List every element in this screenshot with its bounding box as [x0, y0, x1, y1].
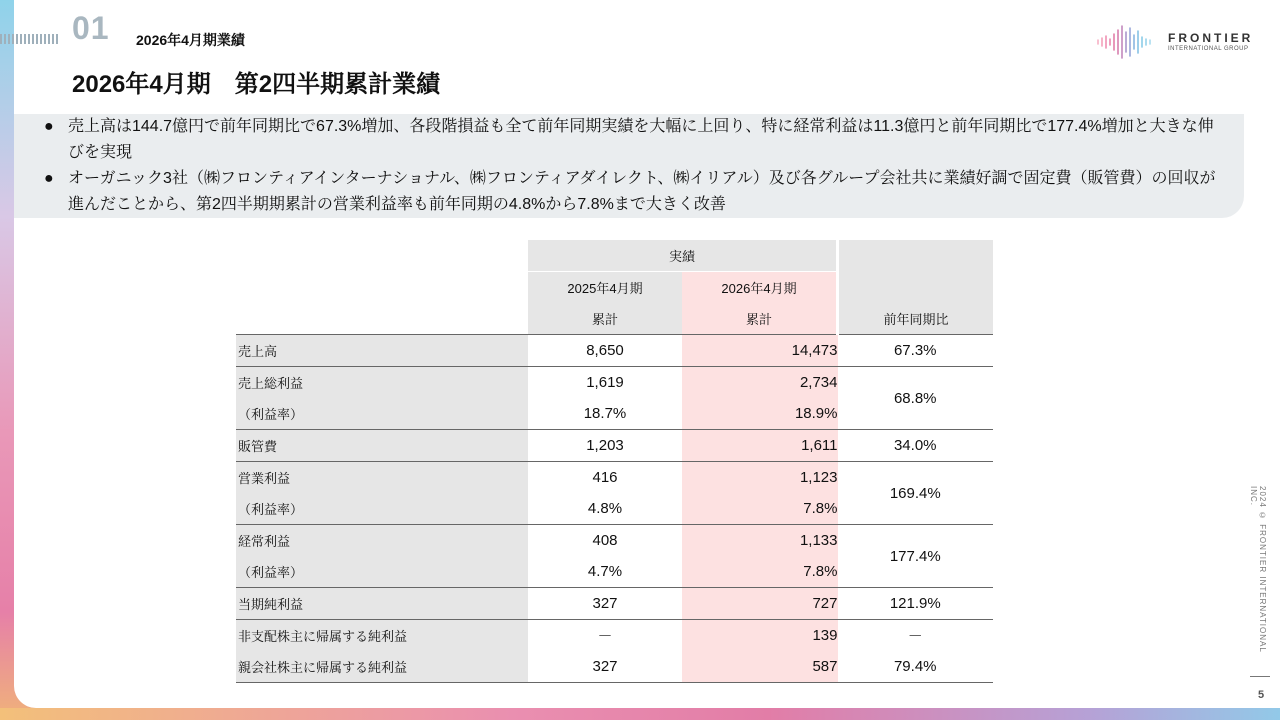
row-label: （利益率）	[236, 556, 528, 588]
table-row	[236, 430, 993, 462]
row-label: 売上総利益	[236, 367, 528, 399]
cell-prev: 1,619	[528, 367, 682, 399]
section-label: 2026年4月期業績	[136, 32, 245, 48]
row-label: 親会社株主に帰属する純利益	[236, 651, 528, 683]
table-row	[236, 651, 993, 683]
table-row	[236, 588, 993, 620]
cell-curr: 139	[682, 620, 838, 652]
bullet-text: 売上高は144.7億円で前年同期比で67.3%増加、各段階損益も全て前年同期実績を大幅に上回り、特に経常利益は11.3億円と前年同期比で177.4%増加と大きな伸びを実現	[68, 118, 1214, 161]
cell-yoy: 34.0%	[838, 430, 994, 462]
cell-curr: 1,611	[682, 430, 838, 462]
cell-curr: 18.9%	[682, 398, 838, 430]
row-label: 当期純利益	[236, 588, 528, 620]
header-yoy: 前年同期比	[838, 240, 994, 335]
copyright: 2024 © FRONTIER INTERNATIONAL INC.	[1249, 486, 1267, 653]
header-empty	[236, 240, 528, 272]
cell-curr: 7.8%	[682, 556, 838, 588]
cell-prev: 1,203	[528, 430, 682, 462]
row-label: （利益率）	[236, 493, 528, 525]
row-label: 営業利益	[236, 462, 528, 494]
header-prev-year: 2025年4月期	[528, 272, 682, 304]
bullet-text: オーガニック3社（㈱フロンティアインターナショナル、㈱フロンティアダイレクト、㈱イリアル）及び各グループ会社共に業績好調で固定費（販管費）の回収が進んだことから、第2四半期期累計の営業利益率も前年同期の4.8%から7.8%まで大きく改善	[68, 170, 1216, 213]
table-row	[236, 335, 993, 367]
page-number: 5	[1258, 689, 1265, 701]
bullet-dot-icon: ●	[44, 170, 54, 187]
table-row	[236, 620, 993, 652]
cell-prev: 327	[592, 658, 618, 675]
header-group-actual: 実績	[528, 240, 838, 272]
page-number-divider	[1250, 676, 1270, 677]
bullet-dot-icon: ●	[44, 118, 54, 135]
table-row	[236, 525, 993, 557]
header-curr-year: 2026年4月期	[682, 272, 838, 304]
cell-yoy: 169.4%	[838, 462, 994, 525]
cell-prev: －	[528, 620, 682, 652]
cell-curr: 1,133	[682, 525, 838, 557]
cell-yoy: 68.8%	[838, 367, 994, 430]
decorative-dashes	[0, 34, 60, 44]
row-label: 非支配株主に帰属する純利益	[236, 620, 528, 652]
row-label: 売上高	[236, 335, 528, 367]
cell-yoy: 67.3%	[838, 335, 994, 367]
header-prev-cumulative: 累計	[528, 303, 682, 335]
cell-curr: 1,123	[682, 462, 838, 494]
cell-prev: 408	[528, 525, 682, 557]
cell-prev: 8,650	[528, 335, 682, 367]
cell-curr: 14,473	[682, 335, 838, 367]
cell-prev: 327	[528, 588, 682, 620]
cell-curr: 7.8%	[682, 493, 838, 525]
cell-prev: 4.8%	[587, 500, 623, 517]
cell-prev: 4.7%	[587, 563, 623, 580]
logo-wordmark: FRONTIER	[1168, 31, 1254, 45]
row-label: 販管費	[236, 430, 528, 462]
table-row	[236, 367, 993, 399]
page-title: 2026年4月期 第2四半期累計業績	[72, 71, 441, 98]
row-label: （利益率）	[236, 398, 528, 430]
cell-prev: 416	[528, 462, 682, 494]
cell-yoy: 79.4%	[893, 658, 937, 675]
cell-curr: 2,734	[682, 367, 838, 399]
cell-yoy: 177.4%	[838, 525, 994, 588]
row-label: 経常利益	[236, 525, 528, 557]
logo-subtitle: INTERNATIONAL GROUP	[1168, 46, 1249, 52]
cell-curr: 727	[682, 588, 838, 620]
cell-prev: 18.7%	[583, 405, 627, 422]
cell-yoy: 121.9%	[838, 588, 994, 620]
bottom-gradient-strip	[0, 708, 1280, 720]
header-curr-cumulative: 累計	[682, 303, 838, 335]
cell-curr: 587	[682, 651, 838, 683]
section-number: 01	[72, 10, 110, 46]
results-table	[236, 240, 993, 683]
table-row	[236, 462, 993, 494]
cell-yoy: －	[838, 620, 994, 652]
